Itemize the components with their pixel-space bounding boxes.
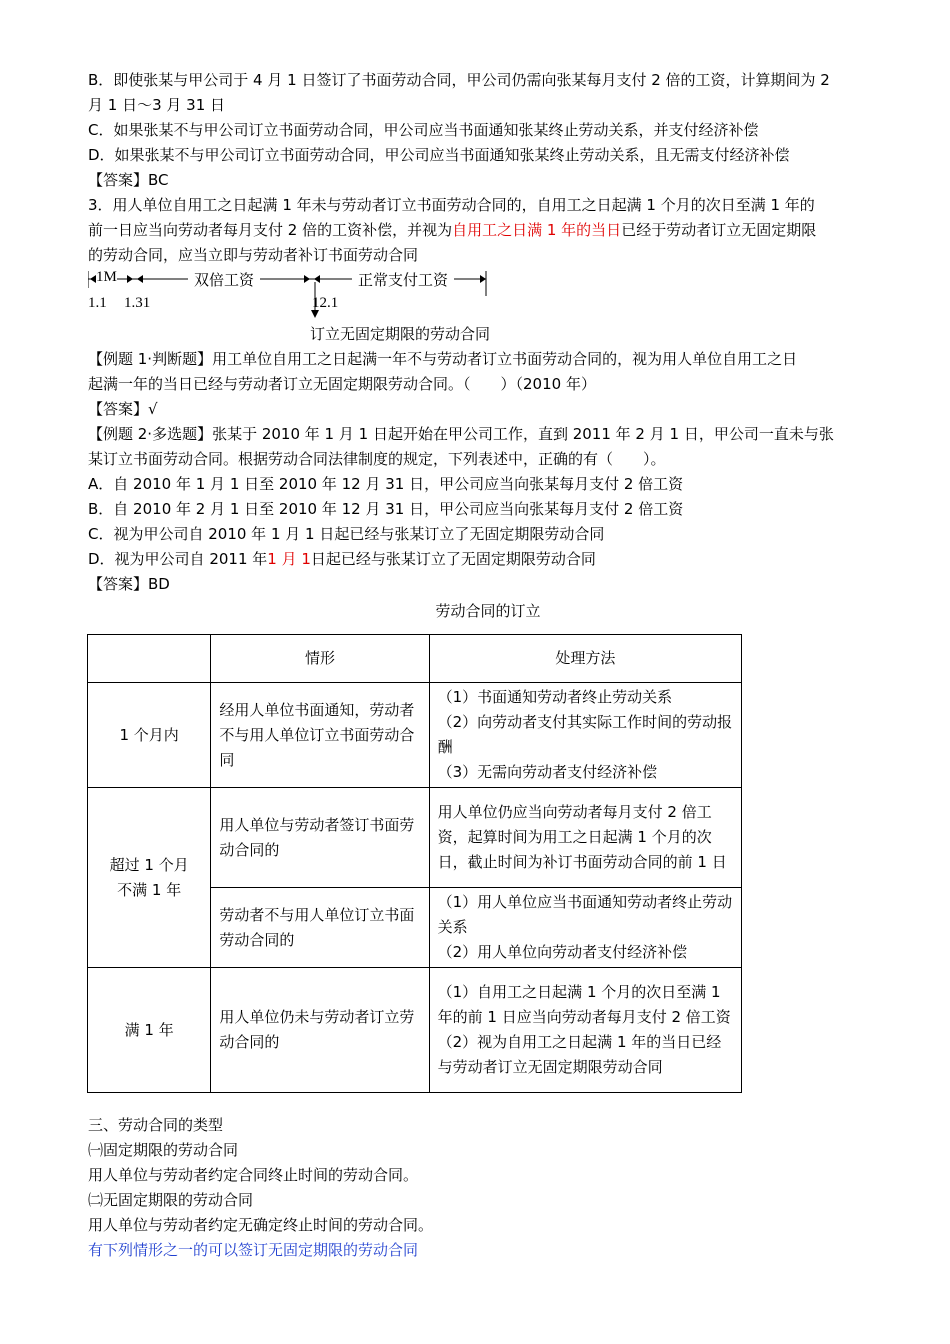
timeline-seg-1m: 1M bbox=[96, 269, 117, 285]
handling-cell: （1）用人单位应当书面通知劳动者终止劳动关系 （2）用人单位向劳动者支付经济补偿 bbox=[429, 888, 741, 968]
highlight-red: 自用工之日满 1 年的当日 bbox=[452, 221, 622, 239]
situation-cell: 经用人单位书面通知，劳动者不与用人单位订立书面劳动合同 bbox=[211, 683, 429, 788]
table-title: 劳动合同的订立 bbox=[435, 602, 541, 620]
document-page bbox=[88, 68, 898, 1263]
table-row bbox=[88, 968, 742, 1093]
table-header-row bbox=[88, 635, 742, 683]
section3-sub1-text: 用人单位与劳动者约定合同终止时间的劳动合同。 bbox=[88, 1166, 419, 1184]
timeline-tick-12-1: 12.1 bbox=[312, 295, 339, 311]
handling-cell: （1）自用工之日起满 1 个月的次日至满 1 年的前 1 日应当向劳动者每月支付 2 倍工资 （2）视为自用工之日起满 1 年的当日已经与劳动者订立无固定期限劳动合同 bbox=[429, 968, 741, 1093]
point3-line2: 前一日应当向劳动者每月支付 2 倍的工资补偿，并视为自用工之日满 1 年的当日已经于劳动者订立无固定期限 bbox=[88, 221, 817, 239]
example1-answer: 【答案】√ bbox=[88, 400, 158, 418]
situation-cell: 劳动者不与用人单位订立书面劳动合同的 bbox=[211, 888, 429, 968]
section3-sub1: ㈠固定期限的劳动合同 bbox=[88, 1141, 239, 1159]
period-cell: 满 1 年 bbox=[88, 968, 211, 1093]
highlight-red-date: 1 月 1 bbox=[267, 550, 311, 568]
example2-option-a: A．自 2010 年 1 月 1 日至 2010 年 12 月 31 日，甲公司应当向张某每月支付 2 倍工资 bbox=[88, 475, 684, 493]
timeline-caption: 订立无固定期限的劳动合同 bbox=[310, 325, 491, 343]
example2-option-d: D．视为甲公司自 2011 年1 月 1日起已经与张某订立了无固定期限劳动合同 bbox=[88, 550, 596, 568]
handling-cell: （1）书面通知劳动者终止劳动关系 （2）向劳动者支付其实际工作时间的劳动报酬 （3）无需向劳动者支付经济补偿 bbox=[429, 683, 741, 788]
example2-option-b: B．自 2010 年 2 月 1 日至 2010 年 12 月 31 日，甲公司应当向张某每月支付 2 倍工资 bbox=[88, 500, 684, 518]
timeline-tick-1-31: 1.31 bbox=[124, 295, 151, 311]
table-header-cell: 情形 bbox=[211, 635, 429, 683]
example2-line2: 某订立书面劳动合同。根据劳动合同法律制度的规定，下列表述中，正确的有（ ）。 bbox=[88, 450, 666, 468]
section3-sub2: ㈡无固定期限的劳动合同 bbox=[88, 1191, 254, 1209]
example2-answer: 【答案】BD bbox=[88, 575, 170, 593]
situation-cell: 用人单位与劳动者签订书面劳动合同的 bbox=[211, 788, 429, 888]
timeline-diagram bbox=[88, 268, 508, 336]
example2-option-c: C．视为甲公司自 2010 年 1 月 1 日起已经与张某订立了无固定期限劳动合同 bbox=[88, 525, 605, 543]
contract-table bbox=[87, 634, 742, 1093]
point3-line1: 3．用人单位自用工之日起满 1 年未与劳动者订立书面劳动合同的，自用工之日起满 1 个月的次日至满 1 年的 bbox=[88, 196, 815, 214]
option-c: C．如果张某不与甲公司订立书面劳动合同，甲公司应当书面通知张某终止劳动关系，并支付经济补偿 bbox=[88, 121, 759, 139]
situation-cell: 用人单位仍未与劳动者订立劳动合同的 bbox=[211, 968, 429, 1093]
period-cell: 超过 1 个月 不满 1 年 bbox=[88, 788, 211, 968]
blue-note: 有下列情形之一的可以签订无固定期限的劳动合同 bbox=[88, 1241, 419, 1259]
option-d: D．如果张某不与甲公司订立书面劳动合同，甲公司应当书面通知张某终止劳动关系，且无需支付经济补偿 bbox=[88, 146, 790, 164]
timeline-seg-normal: 正常支付工资 bbox=[352, 269, 454, 290]
timeline-seg-double: 双倍工资 bbox=[188, 269, 260, 290]
point3-line3: 的劳动合同，应当立即与劳动者补订书面劳动合同 bbox=[88, 246, 419, 264]
table-row bbox=[88, 788, 742, 888]
answer-bc: 【答案】BC bbox=[88, 171, 169, 189]
section3-sub2-text: 用人单位与劳动者约定无确定终止时间的劳动合同。 bbox=[88, 1216, 434, 1234]
table-header-cell: 处理方法 bbox=[429, 635, 741, 683]
timeline-tick-1-1: 1.1 bbox=[88, 295, 107, 311]
option-b-line1: B．即使张某与甲公司于 4 月 1 日签订了书面劳动合同，甲公司仍需向张某每月支付 2 倍的工资，计算期间为 2 bbox=[88, 71, 830, 89]
example2-line1: 【例题 2·多选题】张某于 2010 年 1 月 1 日起开始在甲公司工作，直到 2011 年 2 月 1 日，甲公司一直未与张 bbox=[88, 425, 834, 443]
section3-heading: 三、劳动合同的类型 bbox=[88, 1116, 224, 1134]
example1-line2: 起满一年的当日已经与劳动者订立无固定期限劳动合同。（ ）（2010 年） bbox=[88, 375, 596, 393]
table-row bbox=[88, 683, 742, 788]
option-b-line2: 月 1 日～3 月 31 日 bbox=[88, 96, 226, 114]
handling-cell: 用人单位仍应当向劳动者每月支付 2 倍工资，起算时间为用工之日起满 1 个月的次日，截止时间为补订书面劳动合同的前 1 日 bbox=[429, 788, 741, 888]
example1-line1: 【例题 1·判断题】用工单位自用工之日起满一年不与劳动者订立书面劳动合同的，视为用人单位自用工之日 bbox=[88, 350, 798, 368]
period-cell: 1 个月内 bbox=[88, 683, 211, 788]
table-header-cell bbox=[88, 635, 211, 683]
